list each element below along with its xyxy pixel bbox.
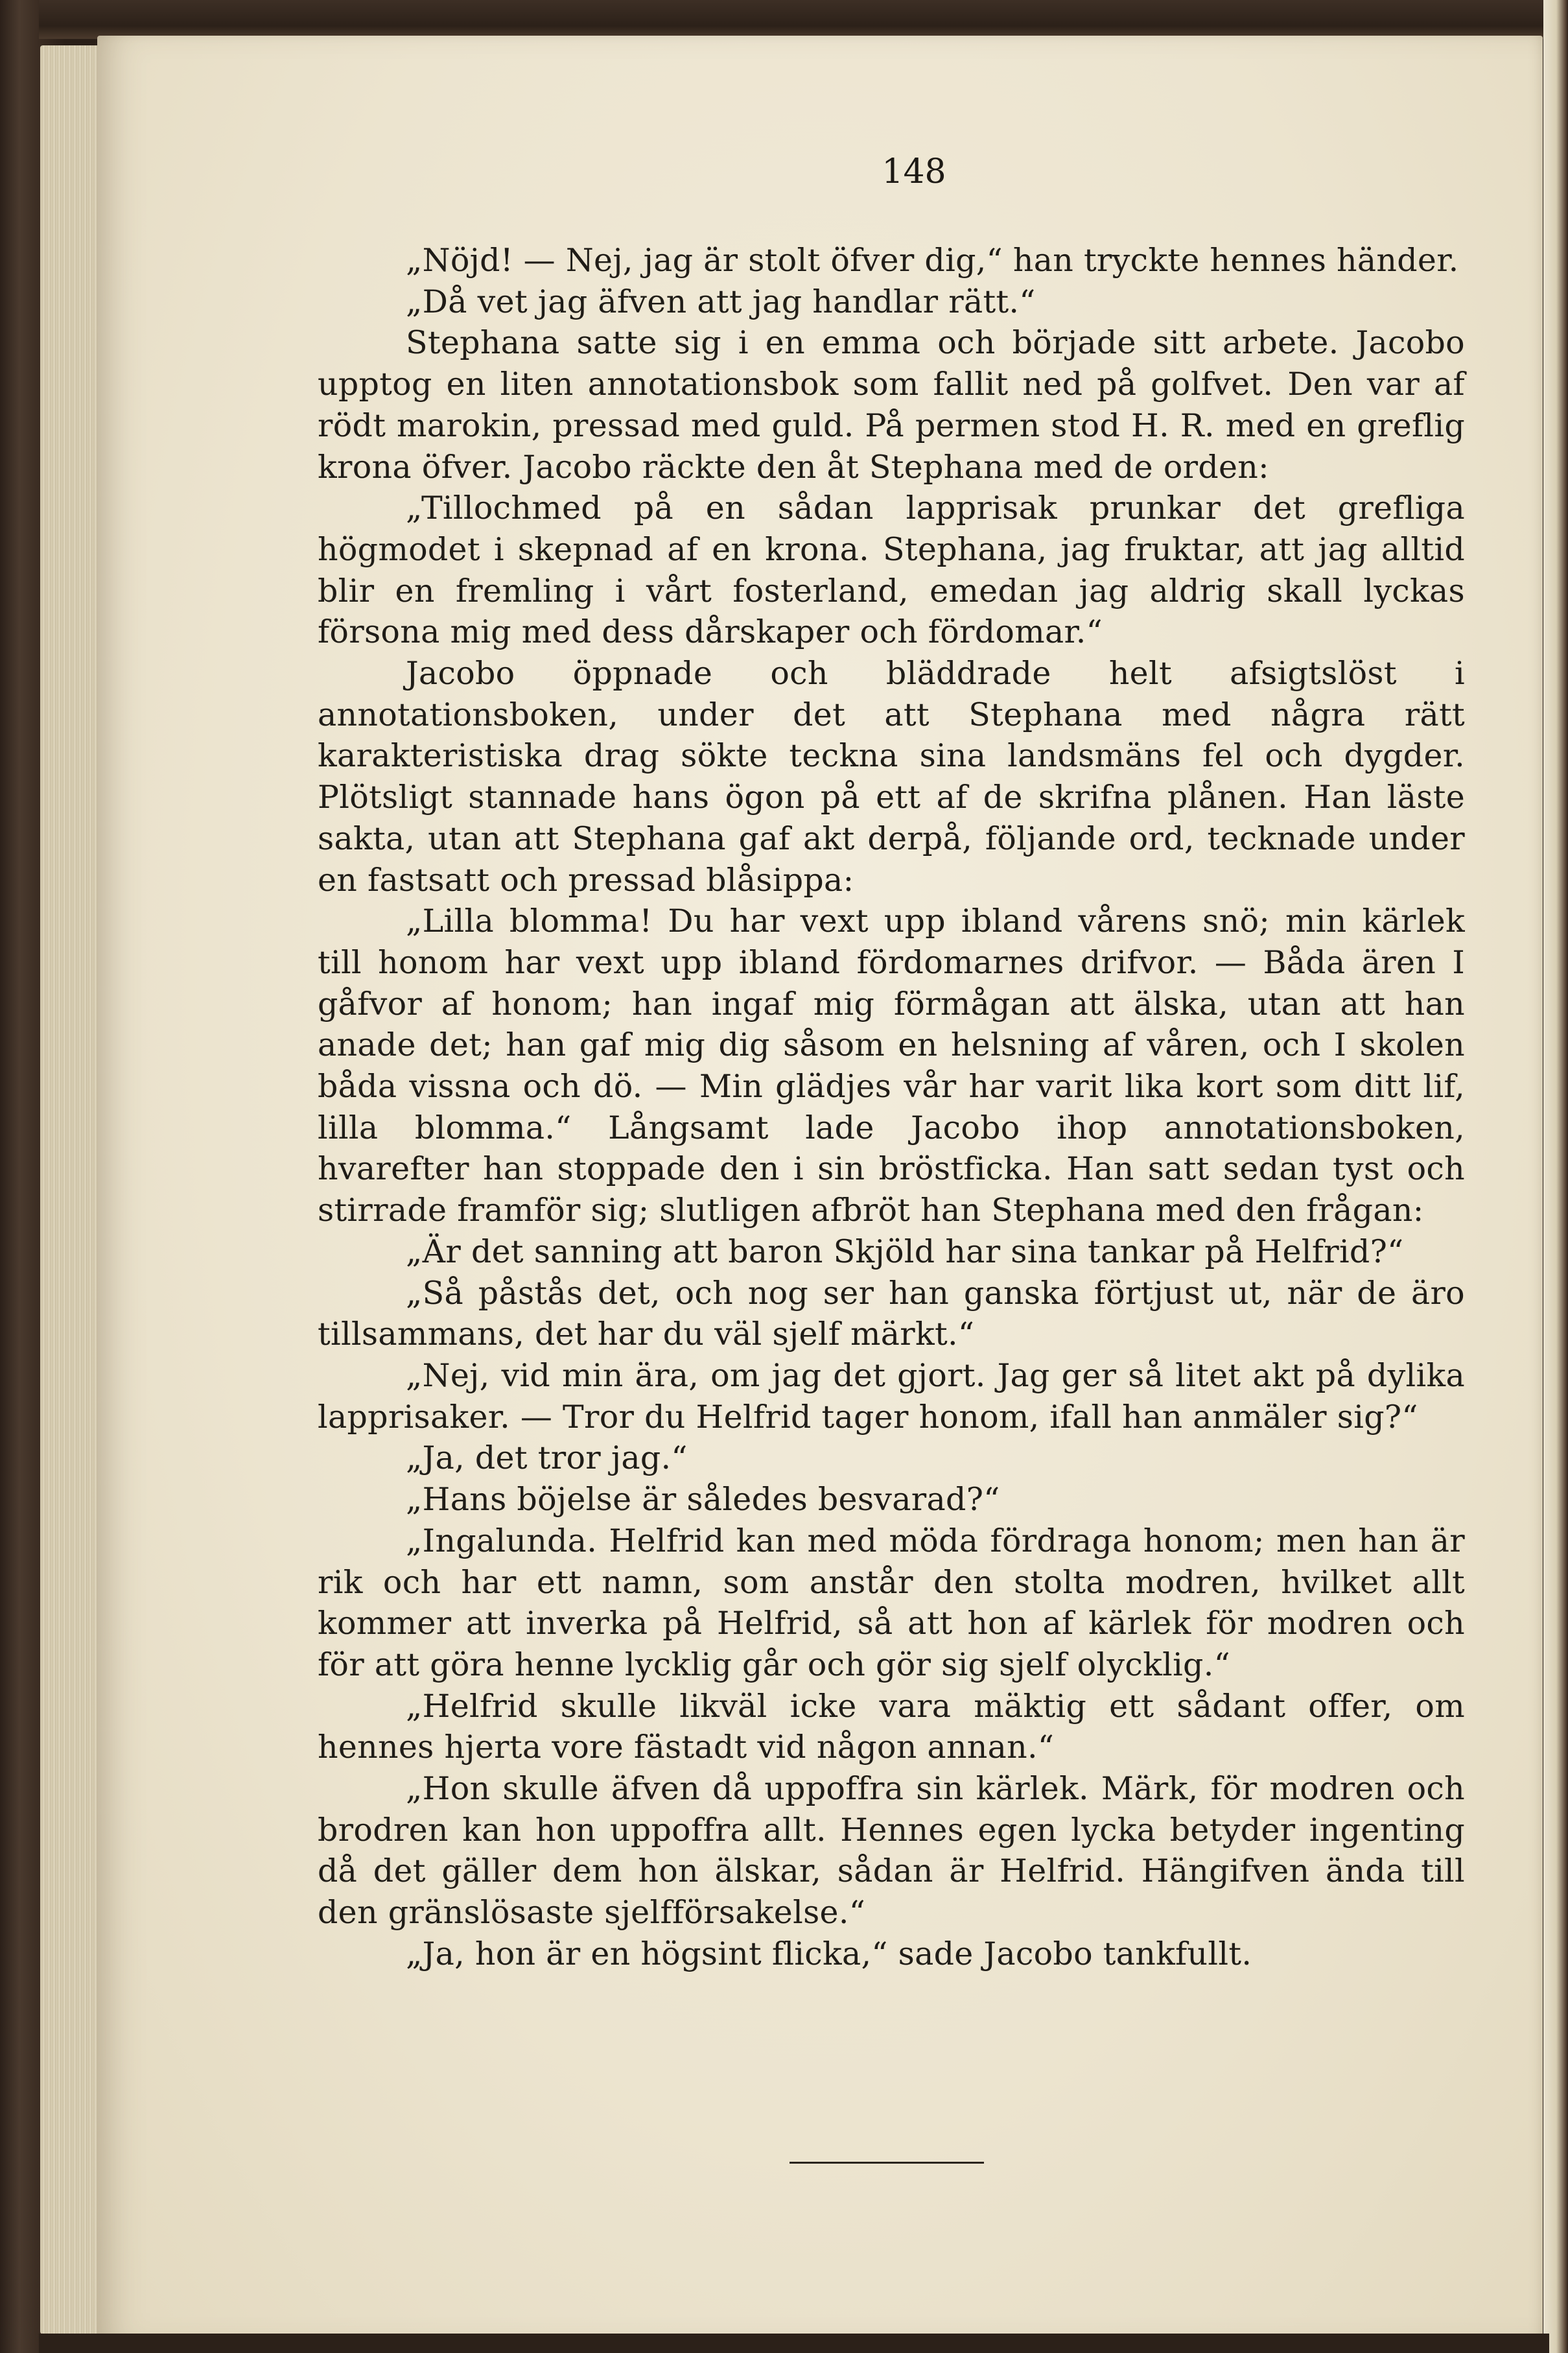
paragraph: „Lilla blomma! Du har vext upp ibland vårens snö; min kärlek till honom har vext upp ibland fördomarnes drifvor. — Båda ären I gåfvor af honom; han ingaf mig förmågan att älska, utan att han anade det; han gaf mig dig såsom en helsning af våren, och I skolen båda vissna och dö. — Min glädjes vår har varit lika kort som ditt lif, lilla blomma.“ Långsamt lade Jacobo ihop annotationsboken, hvarefter han stoppade den i sin bröstficka. Han satt sedan tyst och stirrade framför sig; slutligen afbröt han Stephana med den frågan:: [318, 903, 1465, 1229]
paragraph: „Hon skulle äfven då uppoffra sin kärlek. Märk, för modren och brodren kan hon uppoffra allt. Hennes egen lycka betyder ingenting då det gäller dem hon älskar, sådan är Helfrid. Hängifven ända till den gränslösaste sjelfförsakelse.“: [318, 1770, 1465, 1932]
paragraph: „Ingalunda. Helfrid kan med möda fördraga honom; men han är rik och har ett namn, som anstår den stolta modren, hvilket allt kommer att inverka på Helfrid, så att hon af kärlek för modren och för att göra henne lycklig går och gör sig sjelf olycklig.“: [318, 1522, 1465, 1683]
paragraph: „Då vet jag äfven att jag handlar rätt.“: [406, 283, 1036, 320]
paragraph: „Nöjd! — Nej, jag är stolt öfver dig,“ han tryckte hennes händer.: [406, 242, 1459, 279]
paragraph: „Är det sanning att baron Skjöld har sina tankar på Helfrid?“: [406, 1233, 1404, 1270]
body-text: [318, 240, 1465, 1975]
paragraph: „Nej, vid min ära, om jag det gjort. Jag ger så litet akt på dylika lapprisaker. — Tror du Helfrid tager honom, ifall han anmäler sig?“: [318, 1356, 1465, 1436]
paragraph: „Helfrid skulle likväl icke vara mäktig ett sådant offer, om hennes hjerta vore fästadt vid någon annan.“: [318, 1687, 1465, 1766]
paragraph: „Ja, det tror jag.“: [406, 1439, 688, 1477]
paragraph: „Tillochmed på en sådan lapprisak prunkar det grefliga högmodet i skepnad af en krona. Stephana, jag fruktar, att jag alltid blir en fremling i vårt fosterland, emedan jag aldrig skall lyckas försona mig med dess dårskaper och fördomar.“: [318, 490, 1465, 651]
paragraph: Jacobo öppnade och bläddrade helt afsigtslöst i annotationsboken, under det att Stephana med några rätt karakteristiska drag sökte teckna sina landsmäns fel och dygder. Plötsligt stannade hans ögon på ett af de skrifna plånen. Han läste sakta, utan att Stephana gaf akt derpå, följande ord, tecknade under en fastsatt och pressad blåsippa:: [318, 655, 1465, 899]
paragraph: „Hans böjelse är således besvarad?“: [406, 1481, 1000, 1519]
page-number: 148: [882, 152, 946, 191]
book-right-edge: [1543, 0, 1568, 2353]
end-rule: [790, 2162, 984, 2164]
paragraph: „Så påstås det, och nog ser han ganska förtjust ut, när de äro tillsammans, det har du väl sjelf märkt.“: [318, 1274, 1465, 1353]
paragraph: Stephana satte sig i en emma och började sitt arbete. Jacobo upptog en liten annotationsbok som fallit ned på golfvet. Den var af rödt marokin, pressad med guld. På permen stod H. R. med en greflig krona öfver. Jacobo räckte den åt Stephana med de orden:: [318, 324, 1465, 486]
paragraph: „Ja, hon är en högsint flicka,“ sade Jacobo tankfullt.: [406, 1935, 1252, 1972]
book-bottom-edge: [39, 2334, 1549, 2353]
book-top-edge: [39, 0, 1549, 39]
